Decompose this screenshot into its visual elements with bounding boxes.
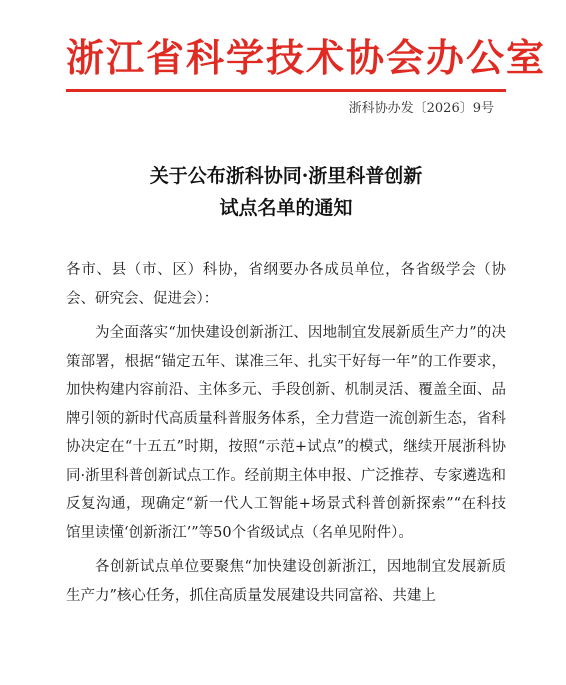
addressee: 各市、县（市、区）科协，省纲要办各成员单位，各省级学会（协会、研究会、促进会）： [66,262,506,307]
red-divider [66,89,506,92]
document-title-line-1: 关于公布浙科协同·浙里科普创新 [149,165,423,187]
org-title: 浙江省科学技术协会办公室 [66,36,547,80]
document-title-line-2: 试点名单的通知 [219,197,353,219]
doc-number: 浙科协办发〔2026〕9号 [348,101,494,116]
document-body [66,256,506,616]
document-title [66,160,506,224]
paragraph-1: 为全面落实“加快建设创新浙江、因地制宜发展新质生产力”的决策部署，根据“锚定五年、谋准三年、扎实干好每一年”的工作要求，加快构建内容前沿、主体多元、手段创新、机制灵活、覆盖全面、品牌引领的新时代高质量科普服务体系，全力营造一流创新生态，省科协决定在“十五五”时期，按照“示范+试点”的模式，继续开展浙科协同·浙里科普创新试点工作。经前期主体申报、广泛推荐、专家遴选和反复沟通，现确定“新一代人工智能+场景式科普创新探索”“在科技馆里读懂‘创新浙江’”等50个省级试点（名单见附件）。 [66,325,506,541]
paragraph-2: 各创新试点单位要聚焦“加快建设创新浙江，因地制宜发展新质生产力”核心任务，抓住高质量发展建设共同富裕、共建上 [66,559,506,604]
